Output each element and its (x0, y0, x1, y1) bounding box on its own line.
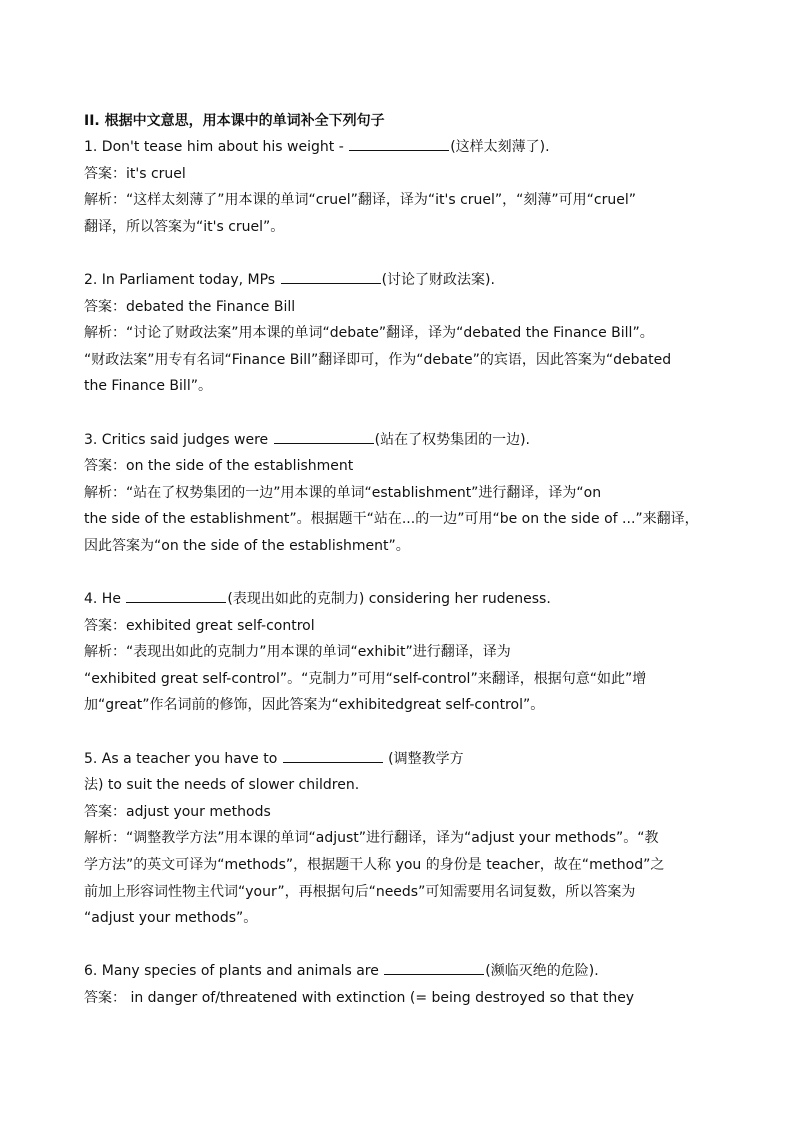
analysis-4-line-2: “exhibited great self-control”。“克制力”可用“self-control”来翻译，根据句意“如此”增 (84, 670, 647, 687)
analysis-4-line-1: 解析：“表现出如此的克制力”用本课的单词“exhibit”进行翻译，译为 (84, 644, 511, 661)
question-6: 6. Many species of plants and animals are (濒临灭绝的危险). (84, 958, 712, 985)
question-3: 3. Critics said judges were (站在了权势集团的一边). (84, 427, 712, 454)
analysis-3-line-1: 解析：“站在了权势集团的一边”用本课的单词“establishment”进行翻译，译为“on (84, 484, 602, 501)
answer-5: 答案：adjust your methods (84, 803, 271, 820)
analysis-1-line-2: 翻译，所以答案为“it's cruel”。 (84, 218, 285, 235)
answer-3: 答案：on the side of the establishment (84, 458, 354, 475)
answer-blank (283, 748, 383, 763)
question-1: 1. Don't tease him about his weight - (这样太刻薄了). (84, 134, 712, 161)
analysis-4-line-3: 加“great”作名词前的修饰，因此答案为“exhibitedgreat self-control”。 (84, 697, 545, 714)
question-5: 5. As a teacher you have to (调整教学方 (84, 746, 712, 773)
analysis-2-line-1: 解析：“讨论了财政法案”用本课的单词“debate”翻译，译为“debated the Finance Bill”。 (84, 325, 654, 342)
answer-blank (126, 588, 226, 603)
analysis-3-line-2: the side of the establishment”。根据题干“站在...的一边”可用“be on the side of ...”来翻译， (84, 511, 699, 528)
answer-4: 答案：exhibited great self-control (84, 617, 315, 634)
section-heading: II. 根据中文意思，用本课中的单词补全下列句子 (84, 113, 385, 129)
analysis-5-line-2: 学方法”的英文可译为“methods”，根据题干人称 you 的身份是 teacher，故在“method”之 (84, 857, 665, 874)
answer-6: 答案： in danger of/threatened with extinction (= being destroyed so that they (84, 990, 635, 1006)
analysis-2-line-3: the Finance Bill”。 (84, 378, 212, 395)
question-5-continued: 法) to suit the needs of slower children. (84, 777, 360, 794)
answer-1: 答案：it's cruel (84, 165, 186, 182)
analysis-5-line-4: “adjust your methods”。 (84, 910, 258, 927)
answer-2: 答案：debated the Finance Bill (84, 298, 296, 315)
analysis-1-line-1: 解析：“这样太刻薄了”用本课的单词“cruel”翻译，译为“it's cruel”，“刻薄”可用“cruel” (84, 192, 636, 209)
analysis-2-line-2: “财政法案”用专有名词“Finance Bill”翻译即可，作为“debate”的宾语，因此答案为“debated (84, 351, 672, 368)
answer-blank (384, 960, 484, 975)
answer-blank (281, 269, 381, 284)
analysis-5-line-1: 解析：“调整教学方法”用本课的单词“adjust”进行翻译，译为“adjust your methods”。“教 (84, 830, 659, 847)
analysis-3-line-3: 因此答案为“on the side of the establishment”。 (84, 537, 410, 554)
answer-blank (274, 429, 374, 444)
question-2: 2. In Parliament today, MPs (讨论了财政法案). (84, 267, 712, 294)
answer-blank (349, 136, 449, 151)
question-4: 4. He (表现出如此的克制力) considering her rudeness. (84, 586, 712, 613)
analysis-5-line-3: 前加上形容词性物主代词“your”，再根据句后“needs”可知需要用名词复数，所以答案为 (84, 883, 636, 900)
